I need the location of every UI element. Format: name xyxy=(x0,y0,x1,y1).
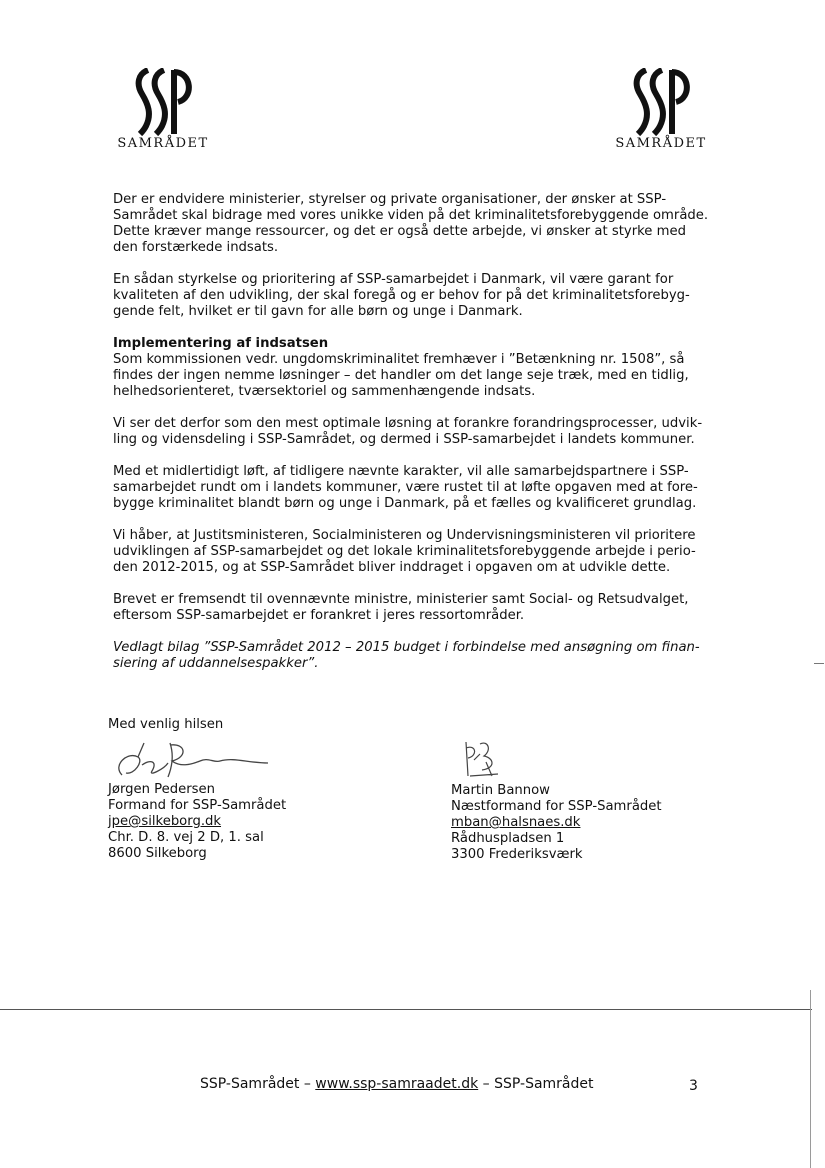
ssp-monogram-icon xyxy=(132,68,194,136)
ssp-logo-left xyxy=(108,68,218,151)
signature-bannow xyxy=(458,736,518,782)
scan-edge xyxy=(810,990,811,1168)
signatory-city: 8600 Silkeborg xyxy=(108,846,207,861)
footer-prefix: SSP-Samrådet – xyxy=(200,1076,316,1092)
signatory-city: 3300 Frederiksværk xyxy=(451,847,583,862)
footer-divider xyxy=(0,1009,812,1010)
signatory-block xyxy=(451,783,662,863)
section-heading: Implementering af indsatsen xyxy=(113,336,329,351)
paragraph: Der er endvidere ministerier, styrelser og private organisationer, der ønsker at SSP-Samrådet skal bidrage med vores unikke viden på det kriminalitetsforebyggende område. Dette kræver mange ressourcer, og det er også dette arbejde, vi ønsker at styrke med den forstærkede indsats. xyxy=(113,192,709,255)
signatory-title: Formand for SSP-Samrådet xyxy=(108,798,287,813)
signatory-address: Rådhuspladsen 1 xyxy=(451,831,565,846)
website-link[interactable]: www.ssp-samraadet.dk xyxy=(315,1076,479,1092)
closing-greeting: Med venlig hilsen xyxy=(108,717,224,732)
logo-wordmark: SAMRÅDET xyxy=(117,136,209,151)
page-number: 3 xyxy=(689,1078,698,1094)
paragraph: Vi ser det derfor som den mest optimale løsning at forankre forandringsprocesser, udvik-ling og vidensdeling i SSP-Samrådet, og dermed i SSP-samarbejdet i landets kommuner. xyxy=(113,416,703,447)
paragraph: En sådan styrkelse og prioritering af SSP-samarbejdet i Danmark, vil være garant for kvaliteten af den udvikling, der skal foregå og er behov for på det kriminalitetsforebyg-gende felt, hvilket er til gavn for alle børn og unge i Danmark. xyxy=(113,272,690,319)
footer-text xyxy=(200,1076,594,1092)
scan-mark xyxy=(814,663,824,664)
signatory-address: Chr. D. 8. vej 2 D, 1. sal xyxy=(108,830,264,845)
paragraph: Som kommissionen vedr. ungdomskriminalitet fremhæver i ”Betænkning nr. 1508”, så findes der ingen nemme løsninger – det handler om det lange seje træk, med en tidlig, helhedsorienteret, tværsektoriel og sammenhængende indsats. xyxy=(113,352,689,399)
paragraph: Med et midlertidigt løft, af tidligere nævnte karakter, vil alle samarbejdspartnere i SSP-samarbejdet rundt om i landets kommuner, være rustet til at løfte opgaven med at fore-bygge kriminalitet blandt børn og unge i Danmark, på et fælles og kvalificeret grundlag. xyxy=(113,464,698,511)
signatory-name: Martin Bannow xyxy=(451,783,550,798)
email-link[interactable]: jpe@silkeborg.dk xyxy=(108,814,222,829)
signature-pedersen xyxy=(108,735,278,783)
ssp-monogram-icon xyxy=(630,68,692,136)
paragraph: Vi håber, at Justitsministeren, Socialministeren og Undervisningsministeren vil prioritere udviklingen af SSP-samarbejdet og det lokale kriminalitetsforebyggende arbejde i perio-den 2012-2015, og at SSP-Samrådet bliver inddraget i opgaven om at udvikle dette. xyxy=(113,528,696,575)
signatory-title: Næstformand for SSP-Samrådet xyxy=(451,799,662,814)
ssp-logo-right xyxy=(606,68,716,151)
signatory-name: Jørgen Pedersen xyxy=(108,782,216,797)
logo-wordmark: SAMRÅDET xyxy=(615,136,707,151)
signatory-block xyxy=(108,782,286,862)
paragraph: Brevet er fremsendt til ovennævnte ministre, ministerier samt Social- og Retsudvalget, eftersom SSP-samarbejdet er forankret i jeres ressortområder. xyxy=(113,592,689,623)
footer-suffix: – SSP-Samrådet xyxy=(478,1076,594,1092)
letter-body xyxy=(113,192,713,688)
email-link[interactable]: mban@halsnaes.dk xyxy=(451,815,581,830)
attachment-note: Vedlagt bilag ”SSP-Samrådet 2012 – 2015 budget i forbindelse med ansøgning om finan-siering af uddannelsespakker”. xyxy=(113,640,700,671)
